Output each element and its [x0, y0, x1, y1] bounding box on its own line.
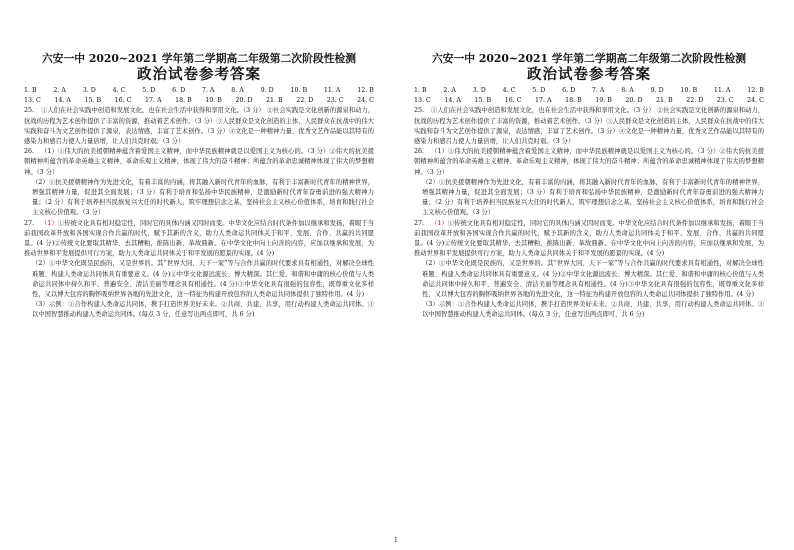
mc-answer: 12. B: [357, 87, 374, 94]
question-25: [24, 106, 374, 147]
part-label: （2）: [422, 260, 439, 268]
answer-title: 政治试卷参考答案: [527, 66, 651, 83]
mc-answer: 10. B: [290, 87, 308, 94]
mc-answer: 7. A: [201, 87, 215, 94]
mc-answers-row-1: [24, 86, 374, 96]
mc-answer: 14. A: [444, 97, 461, 105]
mc-answer: 16. C: [114, 97, 132, 105]
question-number: 26.: [24, 148, 35, 156]
mc-answer: 9. D: [650, 87, 664, 94]
part-label: （1）: [41, 219, 58, 227]
mc-answer: 8. A: [231, 87, 244, 94]
exam-title: 六安一中 2020~2021 学年第二学期高二年级第二次阶段性检测: [431, 52, 747, 65]
question-27-part-3: [24, 300, 374, 320]
part-label: （1）: [431, 219, 448, 227]
mc-answer: 8. A: [621, 87, 634, 94]
question-26-part-2: [24, 178, 374, 219]
mc-answer: 3. D: [472, 87, 486, 94]
mc-answer: 13. C: [24, 97, 41, 105]
question-number: 25.: [24, 107, 35, 115]
answer-text: ①人们在社会实践中创造和发展文化，也在社会生活中获得和享用文化。（3 分） ②社会实践是文化创新的源泉和动力，抗战的历程为艺术创作提供了丰富的资源，推动着艺术创作。（3 分）③人民群众是文化创造的主体，人民群众在抗战中的伟大实践和奋斗为文艺创作提供了源泉，表达情感，丰富了艺术创作。（3 分）④文化是一种精神力量，优秀文艺作品能以其特有的感染力和感召力使人力量倍增，让人们共克时艰。（3 分）: [24, 107, 374, 146]
mc-answer: 5. D: [142, 87, 156, 94]
answer-text: ①中华文化既是民族的，又是世界的。其“世界大同、天下一家”等与合作共赢的时代要求具有相通性，对解决全球性难题、构建人类命运共同体具有重要意义。(4 分)②中华文化源远流长、博大精深。其仁爱、和谐和中庸的核心价值与人类命运共同体中持久和平、普遍安全、清洁美丽等理念具有相通性。(4 分)③中华文化具有很强的包容性，既尊重文化多样性，又以博大包容的胸怀吸纳世界各地的先进文化，这一特征为构建开放包容的人类命运共同体提供了独特作用。(4 分): [32, 260, 374, 299]
page-number: 1: [394, 537, 398, 544]
answer-text: ①传统文化具有相对稳定性，同时它的具体内涵又因时而变。中华文化应结合时代条件加以继承和发扬，着眼于当前我国改革开放和各国实现合作共赢的时代，赋予其新的含义，助力人类命运共同体关于和平、发展、合作、共赢的共同愿景。(4 分)②传统文化要取其精华、去其糟粕，推陈出新、革故鼎新。在中华文化中向上向善的内容，应加以继承和发展，为推动世界和平发展提供可行方案，助力人类命运共同体关于和平发展的愿景的实现。(4 分): [414, 219, 764, 258]
mc-answer: 9. D: [260, 87, 274, 94]
mc-answers-row-1: [414, 86, 764, 96]
part-label: （2）: [32, 178, 49, 186]
question-27: [24, 219, 374, 260]
mc-answer: 2. A: [443, 87, 456, 94]
mc-answer: 12. B: [747, 87, 764, 94]
mc-answer: 15. B: [474, 97, 492, 105]
mc-answer: 3. D: [82, 87, 96, 94]
mc-answer: 6. D: [562, 87, 576, 94]
question-number: 27.: [414, 219, 425, 227]
left-column: [24, 52, 374, 321]
question-27-part-2: [414, 259, 764, 300]
mc-answer: 17. A: [534, 97, 552, 105]
answer-title: 政治试卷参考答案: [137, 66, 261, 83]
answer-text: ①抗美援朝精神作为先进文化，有着丰富的内涵，将其融入新时代青年的血脉，有利于丰富新时代青年的精神世界，增强其精神力量，促进其全面发展；（3 分）有利于培育和弘扬中华民族精神，是激励新时代青年奋勇前进的强大精神力量；（2 分）有利于培养担当民族复兴大任的时代新人，筑牢理想信念之基，坚持社会主义核心价值体系，培育和践行社会主义核心价值观。（3 分）: [32, 178, 374, 217]
mc-answer: 6. D: [172, 87, 186, 94]
exam-title: 六安一中 2020~2021 学年第二学期高二年级第二次阶段性检测: [41, 52, 357, 65]
answer-text: （1）①伟大的抗美援朝精神蕴含着爱国主义精神，而中华民族精神就是以爱国主义为核心的。（3 分）②伟大的抗美援朝精神所蕴含的革命英雄主义精神、革命乐观主义精神，体现了伟大的奋斗精神；所蕴含的革命忠诚精神体现了伟大的梦想精神。（3 分）: [24, 148, 374, 176]
question-number: 26.: [414, 148, 425, 156]
mc-answer: 5. D: [532, 87, 546, 94]
mc-answer: 19. B: [595, 97, 612, 105]
question-26: [24, 147, 374, 178]
mc-answers-row-2: [24, 96, 374, 106]
answer-text: ①中华文化既是民族的，又是世界的。其“世界大同、天下一家”等与合作共赢的时代要求具有相通性，对解决全球性难题、构建人类命运共同体具有重要意义。(4 分)②中华文化源远流长、博大精深。其仁爱、和谐和中庸的核心价值与人类命运共同体中持久和平、普遍安全、清洁美丽等理念具有相通性。(4 分)③中华文化具有很强的包容性，既尊重文化多样性，又以博大包容的胸怀吸纳世界各地的先进文化，这一特征为构建开放包容的人类命运共同体提供了独特作用。(4 分): [422, 260, 764, 299]
answer-text: 示例：①合作构建人类命运共同体，携手打造世界美好未来。②共商、共建、共享，用行动构建人类命运共同体。③以中国智慧推动构建人类命运共同体。(每点 3 分，任意写出两点即可，共 6 分): [422, 301, 764, 319]
part-label: （3）: [32, 301, 49, 309]
mc-answer: 20. D: [625, 97, 643, 105]
mc-answer: 17. A: [144, 97, 162, 105]
mc-answer: 22. D: [686, 97, 704, 105]
mc-answer: 7. A: [591, 87, 605, 94]
question-number: 25.: [414, 107, 425, 115]
mc-answer: 22. D: [296, 97, 314, 105]
right-column: [414, 52, 764, 321]
mc-answers-row-2: [414, 96, 764, 106]
mc-answer: 16. C: [504, 97, 522, 105]
question-25: [414, 106, 764, 147]
mc-answer: 14. A: [54, 97, 71, 105]
answer-text: ①传统文化具有相对稳定性，同时它的具体内涵又因时而变。中华文化应结合时代条件加以继承和发扬，着眼于当前我国改革开放和各国实现合作共赢的时代，赋予其新的含义，助力人类命运共同体关于和平、发展、合作、共赢的共同愿景。(4 分)②传统文化要取其精华、去其糟粕，推陈出新、革故鼎新。在中华文化中向上向善的内容，应加以继承和发展，为推动世界和平发展提供可行方案，助力人类命运共同体关于和平发展的愿景的实现。(4 分): [24, 219, 374, 258]
mc-answer: 21. B: [656, 97, 673, 105]
answer-text: ①抗美援朝精神作为先进文化，有着丰富的内涵，将其融入新时代青年的血脉，有利于丰富新时代青年的精神世界，增强其精神力量，促进其全面发展；（3 分）有利于培育和弘扬中华民族精神，是激励新时代青年奋勇前进的强大精神力量；（2 分）有利于培养担当民族复兴大任的时代新人，筑牢理想信念之基，坚持社会主义核心价值体系，培育和践行社会主义核心价值观。（3 分）: [422, 178, 764, 217]
answer-text: ①人们在社会实践中创造和发展文化，也在社会生活中获得和享用文化。（3 分） ②社会实践是文化创新的源泉和动力，抗战的历程为艺术创作提供了丰富的资源，推动着艺术创作。（3 分）③人民群众是文化创造的主体，人民群众在抗战中的伟大实践和奋斗为文艺创作提供了源泉，表达情感，丰富了艺术创作。（3 分）④文化是一种精神力量，优秀文艺作品能以其特有的感染力和感召力使人力量倍增，让人们共克时艰。（3 分）: [414, 107, 764, 146]
mc-answer: 18. B: [565, 97, 582, 105]
mc-answer: 1. B: [414, 87, 427, 94]
mc-answer: 4. C: [112, 87, 126, 94]
mc-answer: 13. C: [414, 97, 431, 105]
part-label: （2）: [422, 178, 439, 186]
mc-answer: 18. B: [175, 97, 192, 105]
answer-text: （1）①伟大的抗美援朝精神蕴含着爱国主义精神，而中华民族精神就是以爱国主义为核心的。（3 分）②伟大的抗美援朝精神所蕴含的革命英雄主义精神、革命乐观主义精神，体现了伟大的奋斗精神；所蕴含的革命忠诚精神体现了伟大的梦想精神。（3 分）: [414, 148, 764, 176]
part-label: （2）: [32, 260, 49, 268]
mc-answer: 23. C: [326, 97, 344, 105]
mc-answer: 10. B: [680, 87, 698, 94]
mc-answer: 2. A: [53, 87, 66, 94]
mc-answer: 11. A: [713, 87, 731, 94]
mc-answer: 19. B: [205, 97, 222, 105]
mc-answer: 20. D: [235, 97, 253, 105]
question-27-part-3: [414, 300, 764, 320]
mc-answer: 4. C: [502, 87, 516, 94]
mc-answer: 23. C: [716, 97, 734, 105]
mc-answer: 1. B: [24, 87, 37, 94]
mc-answer: 24. C: [747, 97, 764, 105]
part-label: （3）: [422, 301, 439, 309]
mc-answer: 24. C: [357, 97, 374, 105]
question-27: [414, 219, 764, 260]
question-27-part-2: [24, 259, 374, 300]
question-number: 27.: [24, 219, 35, 227]
mc-answer: 11. A: [323, 87, 341, 94]
mc-answer: 15. B: [84, 97, 102, 105]
question-26-part-2: [414, 178, 764, 219]
question-26: [414, 147, 764, 178]
answer-text: 示例：①合作构建人类命运共同体，携手打造世界美好未来。②共商、共建、共享，用行动构建人类命运共同体。③以中国智慧推动构建人类命运共同体。(每点 3 分，任意写出两点即可，共 6 分): [32, 301, 374, 319]
mc-answer: 21. B: [266, 97, 283, 105]
